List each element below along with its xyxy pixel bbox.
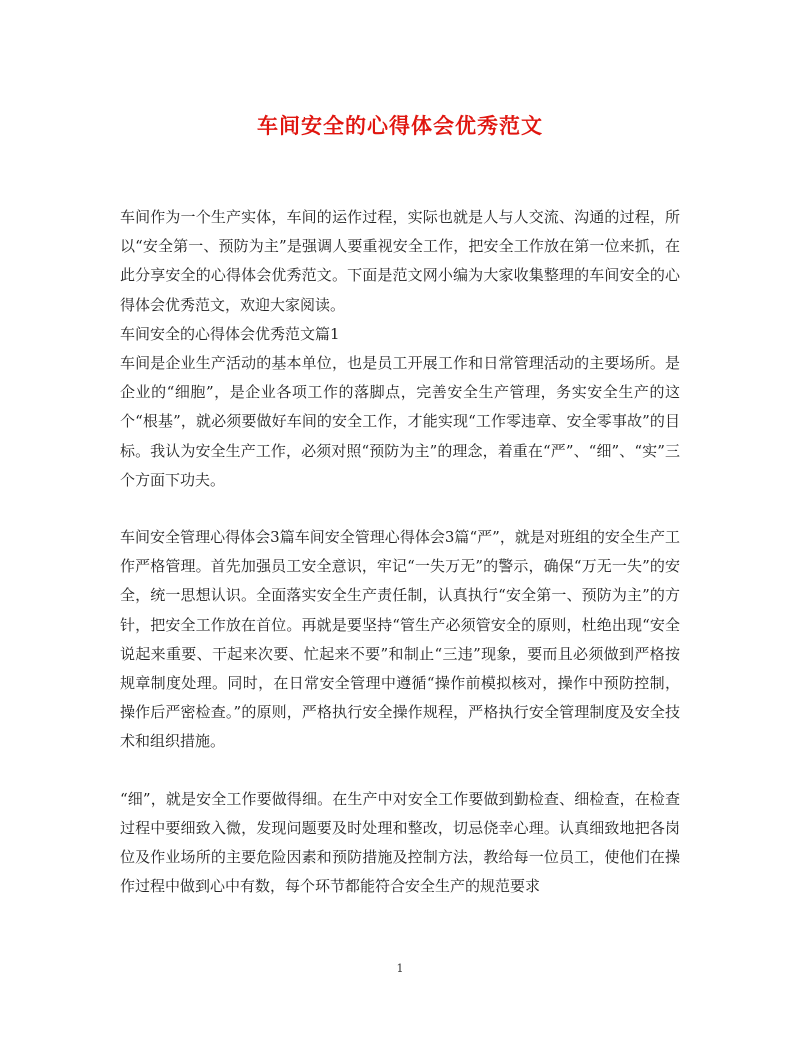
intro-paragraph: 车间作为一个生产实体，车间的运作过程，实际也就是人与人交流、沟通的过程，所以“安全第一、预防为主”是强调人要重视安全工作，把安全工作放在第一位来抓，在此分享安全的心得体会优秀范文。下面是范文网小编为大家收集整理的车间安全的心得体会优秀范文，欢迎大家阅读。 [120,208,680,314]
page-number: 1 [396,962,404,975]
body-paragraph: 车间安全管理心得体会3篇车间安全管理心得体会3篇“严”，就是对班组的安全生产工作严格管理。首先加强员工安全意识，牢记“一失万无”的警示，确保“万无一失”的安全，统一思想认识。全面落实安全生产责任制，认真执行“安全第一、预防为主”的方针，把安全工作放在首位。再就是要坚持“管生产必须管安全的原则，杜绝出现“安全说起来重要、干起来次要、忙起来不要”和制止“三违”现象，要而且必须做到严格按规章制度处理。同时，在日常安全管理中遵循“操作前模拟核对，操作中预防控制，操作后严密检查。”的原则，严格执行安全操作规程，严格执行安全管理制度及安全技术和组织措施。 [120,528,680,751]
section-heading: 车间安全的心得体会优秀范文篇1 [120,324,340,343]
document-body [120,203,680,901]
body-paragraph: 车间是企业生产活动的基本单位，也是员工开展工作和日常管理活动的主要场所。是企业的“细胞”，是企业各项工作的落脚点，完善安全生产管理，务实安全生产的这个“根基”，就必须要做好车间的安全工作，才能实现“工作零违章、安全零事故”的目标。我认为安全生产工作，必须对照“预防为主”的理念，着重在“严”、“细”、“实”三个方面下功夫。 [120,354,680,489]
document-title: 车间安全的心得体会优秀范文 [257,113,543,138]
body-paragraph: “细”，就是安全工作要做得细。在生产中对安全工作要做到勤检查、细检查，在检查过程中要细致入微，发现问题要及时处理和整改，切忌侥幸心理。认真细致地把各岗位及作业场所的主要危险因素和预防措施及控制方法，教给每一位员工，使他们在操作过程中做到心中有数，每个环节都能符合安全生产的规范要求 [120,789,680,896]
